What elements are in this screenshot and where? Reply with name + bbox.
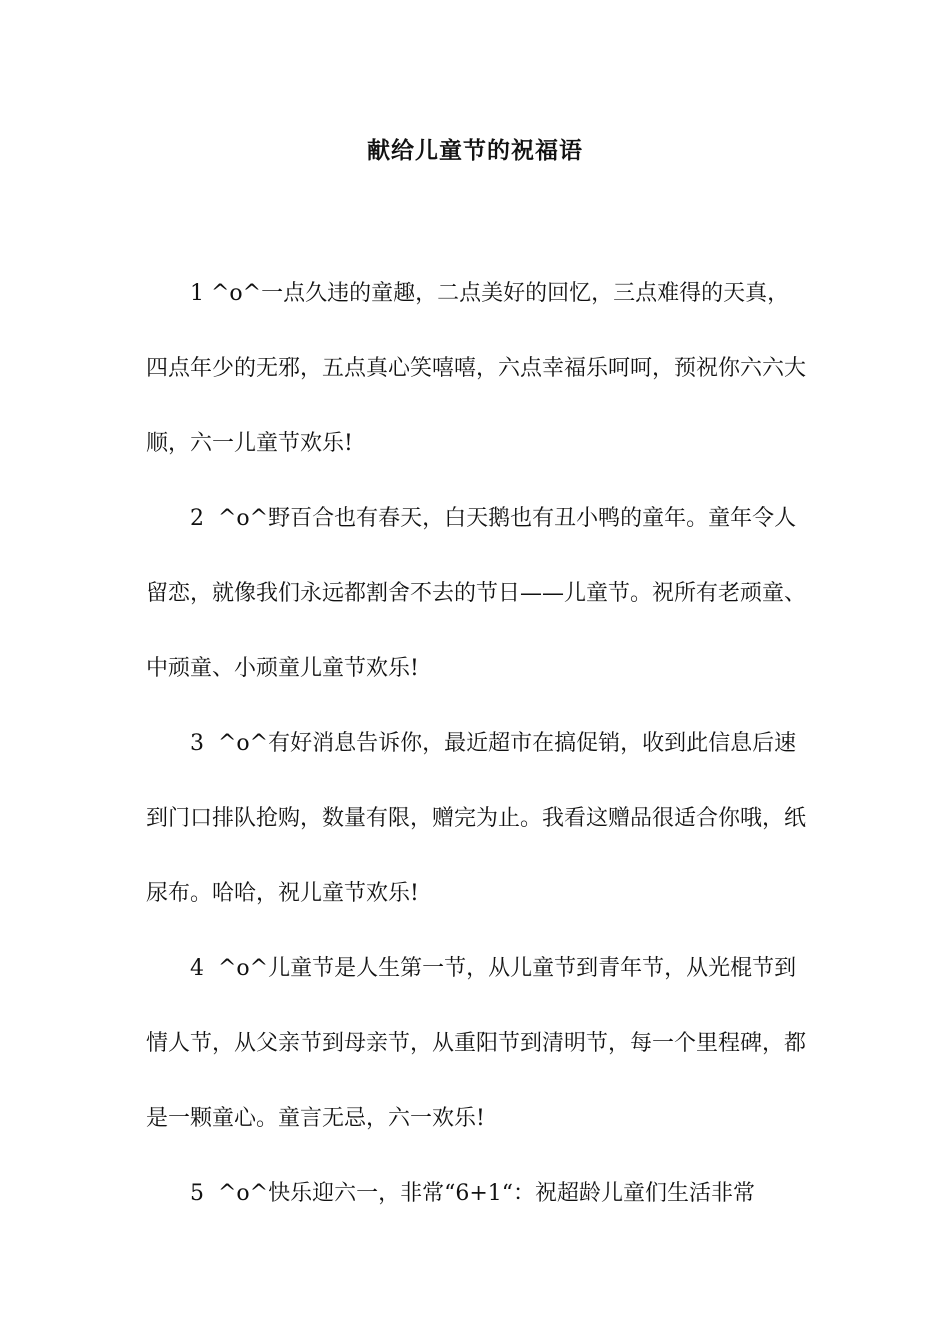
paragraph-4: 4 ^o^儿童节是人生第一节，从儿童节到青年节，从光棍节到情人节，从父亲节到母亲节，从重阳节到清明节，每一个里程碑，都是一颗童心。童言无忌，六一欢乐! bbox=[146, 956, 807, 1131]
paragraph-2: 2 ^o^野百合也有春天，白天鹅也有丑小鸭的童年。童年令人留恋，就像我们永远都割舍不去的节日——儿童节。祝所有老顽童、中顽童、小顽童儿童节欢乐! bbox=[146, 506, 807, 681]
paragraph-5: 5 ^o^快乐迎六一，非常“6+1“：祝超龄儿童们生活非常 bbox=[190, 1181, 756, 1206]
document-title: 献给儿童节的祝福语 bbox=[367, 137, 583, 164]
document-body bbox=[146, 256, 810, 1231]
paragraph-1: 1 ^o^一点久违的童趣，二点美好的回忆，三点难得的天真，四点年少的无邪，五点真心笑嘻嘻，六点幸福乐呵呵，预祝你六六大顺，六一儿童节欢乐! bbox=[146, 281, 807, 456]
paragraph-3: 3 ^o^有好消息告诉你，最近超市在搞促销，收到此信息后速到门口排队抢购，数量有限，赠完为止。我看这赠品很适合你哦，纸尿布。哈哈，祝儿童节欢乐! bbox=[146, 731, 807, 906]
